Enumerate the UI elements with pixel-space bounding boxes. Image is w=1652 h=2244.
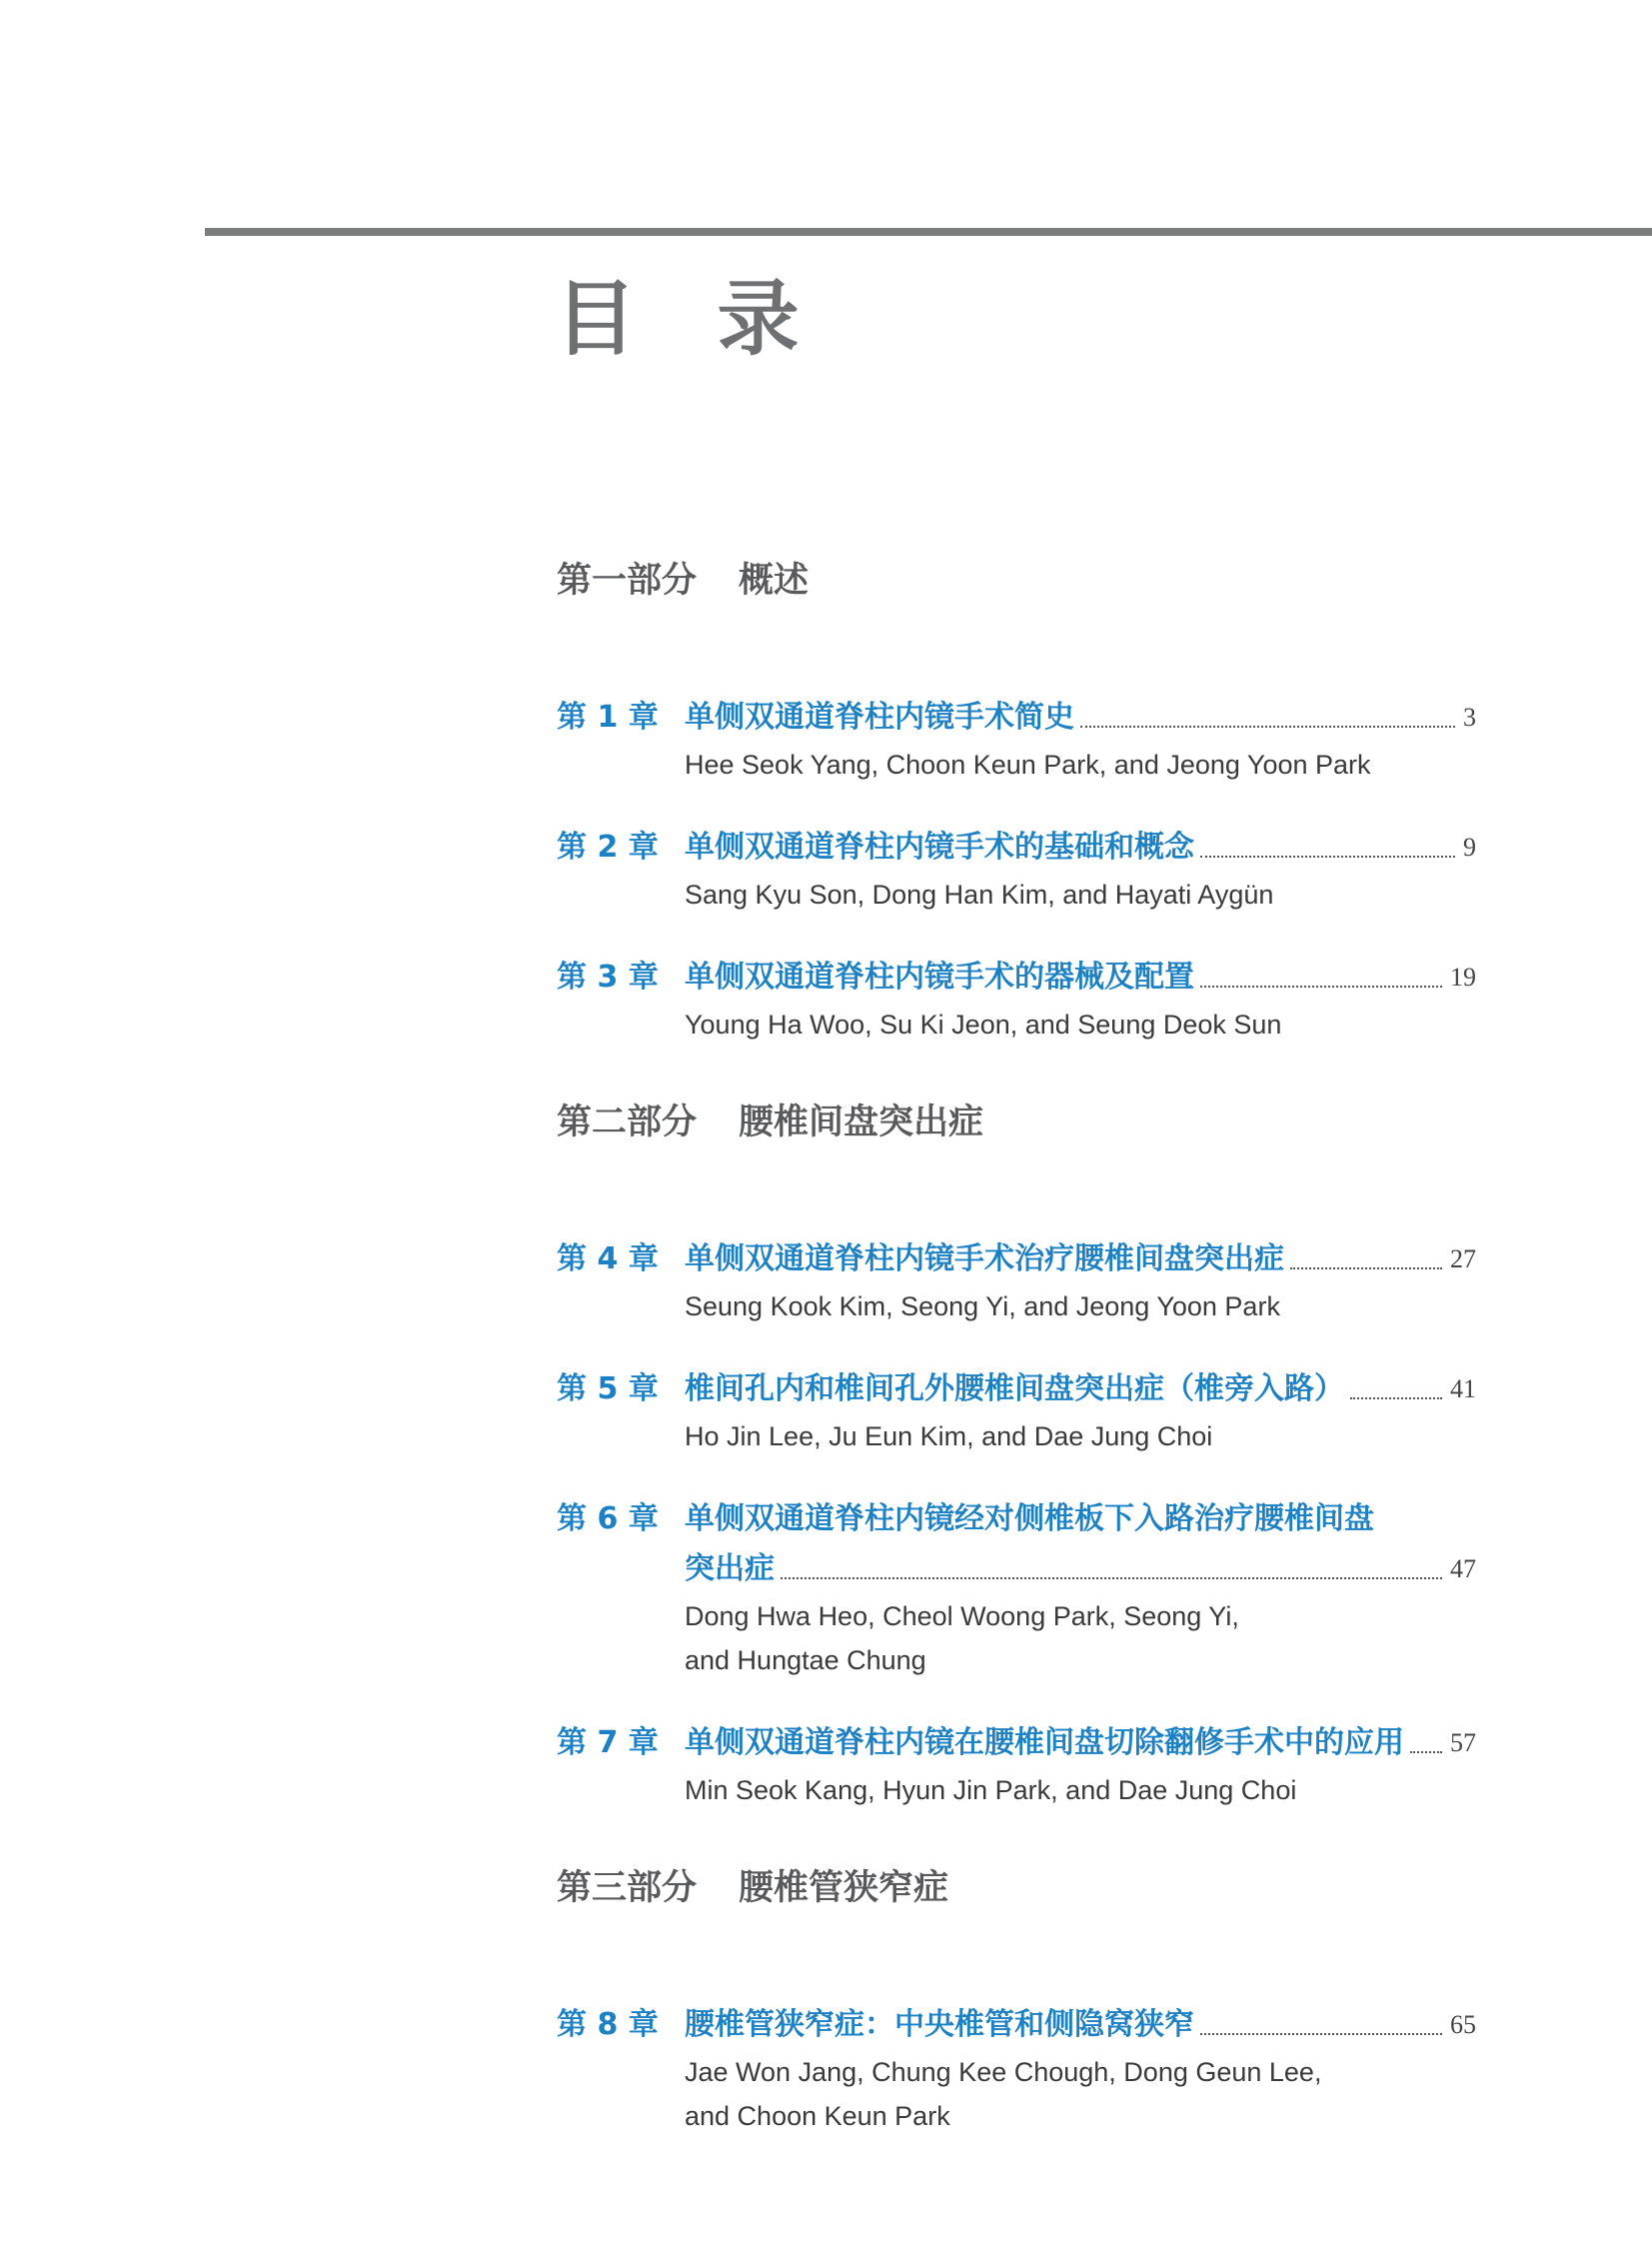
chapter-entry[interactable]: [557, 953, 1476, 1047]
chapter-title-row: [557, 693, 1476, 743]
chapter-title-row: [557, 1364, 1476, 1414]
chapter-title-line: [685, 823, 1476, 873]
chapter-entry[interactable]: [557, 1494, 1476, 1682]
chapter-authors: Ho Jin Lee, Ju Eun Kim, and Dae Jung Choi: [685, 1421, 1213, 1451]
part-name: 腰椎间盘突出症: [739, 1103, 984, 1142]
chapter-title-row: [557, 1718, 1476, 1768]
part-heading: [557, 555, 1476, 607]
chapter-number: 第 1 章: [557, 700, 659, 735]
dot-leader: [1290, 1267, 1442, 1269]
top-rule: [205, 228, 1652, 236]
chapter-number: 第 2 章: [557, 830, 659, 865]
chapter-entry[interactable]: [557, 1364, 1476, 1458]
page-number: 57: [1450, 1728, 1476, 1757]
chapter-authors: Jae Won Jang, Chung Kee Chough, Dong Geun Lee,: [685, 2057, 1322, 2087]
chapter-title[interactable]: 单侧双通道脊柱内镜手术的基础和概念: [685, 830, 1194, 865]
part-number: 第二部分: [557, 1103, 698, 1142]
chapter-entry[interactable]: [557, 1718, 1476, 1812]
chapter-title[interactable]: 单侧双通道脊柱内镜在腰椎间盘切除翻修手术中的应用: [685, 1725, 1404, 1760]
chapter-title-row: [557, 1234, 1476, 1284]
chapter-entry[interactable]: [557, 823, 1476, 917]
dot-leader: [1350, 1397, 1442, 1399]
chapter-title-line: [685, 1234, 1476, 1284]
dot-leader: [1410, 1751, 1442, 1753]
chapter-title[interactable]: 椎间孔内和椎间孔外腰椎间盘突出症（椎旁入路）: [685, 1371, 1344, 1406]
chapter-entry[interactable]: [557, 1234, 1476, 1328]
page-number: 47: [1450, 1554, 1476, 1583]
page-title: 目 录: [555, 272, 826, 367]
chapter-title-line: [685, 2000, 1476, 2050]
dot-leader: [781, 1577, 1442, 1579]
chapter-number: 第 4 章: [557, 1241, 659, 1276]
chapter-title-line: [685, 1718, 1476, 1768]
part-number: 第三部分: [557, 1868, 698, 1908]
part-name: 概述: [739, 561, 810, 601]
chapter-title-continued[interactable]: 突出症: [685, 1551, 775, 1586]
chapter-title-row: [557, 1494, 1476, 1544]
chapter-number: 第 8 章: [557, 2007, 659, 2042]
chapter-title[interactable]: 单侧双通道脊柱内镜手术治疗腰椎间盘突出症: [685, 1241, 1284, 1276]
chapter-authors: and Choon Keun Park: [685, 2101, 950, 2131]
chapter-title[interactable]: 单侧双通道脊柱内镜经对侧椎板下入路治疗腰椎间盘: [685, 1501, 1374, 1536]
page-number: 65: [1450, 2010, 1476, 2039]
part-heading: [557, 1097, 1476, 1148]
chapter-title-line: [685, 953, 1476, 1003]
chapter-entry[interactable]: [557, 693, 1476, 787]
chapter-title-line: [685, 1364, 1476, 1414]
chapter-authors: Hee Seok Yang, Choon Keun Park, and Jeong Yoon Park: [685, 750, 1371, 780]
dot-leader: [1200, 856, 1455, 858]
part-number: 第一部分: [557, 561, 698, 601]
part-heading: [557, 1862, 1476, 1914]
chapter-authors: Dong Hwa Heo, Cheol Woong Park, Seong Yi,: [685, 1601, 1239, 1631]
chapter-number: 第 5 章: [557, 1371, 659, 1406]
chapter-authors: Sang Kyu Son, Dong Han Kim, and Hayati Aygün: [685, 880, 1274, 910]
dot-leader: [1080, 726, 1455, 728]
chapter-authors: Seung Kook Kim, Seong Yi, and Jeong Yoon Park: [685, 1291, 1280, 1321]
chapter-number: 第 6 章: [557, 1501, 659, 1536]
chapter-title-row: [557, 823, 1476, 873]
chapter-title[interactable]: 单侧双通道脊柱内镜手术的器械及配置: [685, 960, 1194, 995]
chapter-authors: Young Ha Woo, Su Ki Jeon, and Seung Deok Sun: [685, 1010, 1282, 1040]
chapter-title[interactable]: 单侧双通道脊柱内镜手术简史: [685, 700, 1074, 735]
chapter-title[interactable]: 腰椎管狭窄症：中央椎管和侧隐窝狭窄: [685, 2007, 1194, 2042]
page-number: 41: [1450, 1374, 1476, 1403]
dot-leader: [1200, 2033, 1442, 2035]
dot-leader: [1200, 986, 1442, 988]
page-number: 19: [1450, 963, 1476, 992]
page-number: 27: [1450, 1244, 1476, 1273]
table-of-contents: [557, 555, 1476, 2174]
chapter-number: 第 3 章: [557, 960, 659, 995]
page-number: 3: [1463, 703, 1476, 732]
chapter-title-line: [557, 1544, 1476, 1594]
chapter-title-row: [557, 953, 1476, 1003]
chapter-authors: and Hungtae Chung: [685, 1645, 926, 1675]
chapter-authors: Min Seok Kang, Hyun Jin Park, and Dae Jung Choi: [685, 1775, 1297, 1805]
page-number: 9: [1463, 833, 1476, 862]
chapter-number: 第 7 章: [557, 1725, 659, 1760]
part-name: 腰椎管狭窄症: [739, 1868, 949, 1908]
chapter-title-line: [685, 693, 1476, 743]
chapter-title-row: [557, 2000, 1476, 2050]
chapter-entry[interactable]: [557, 2000, 1476, 2138]
chapter-title-row: [557, 1544, 1476, 1594]
